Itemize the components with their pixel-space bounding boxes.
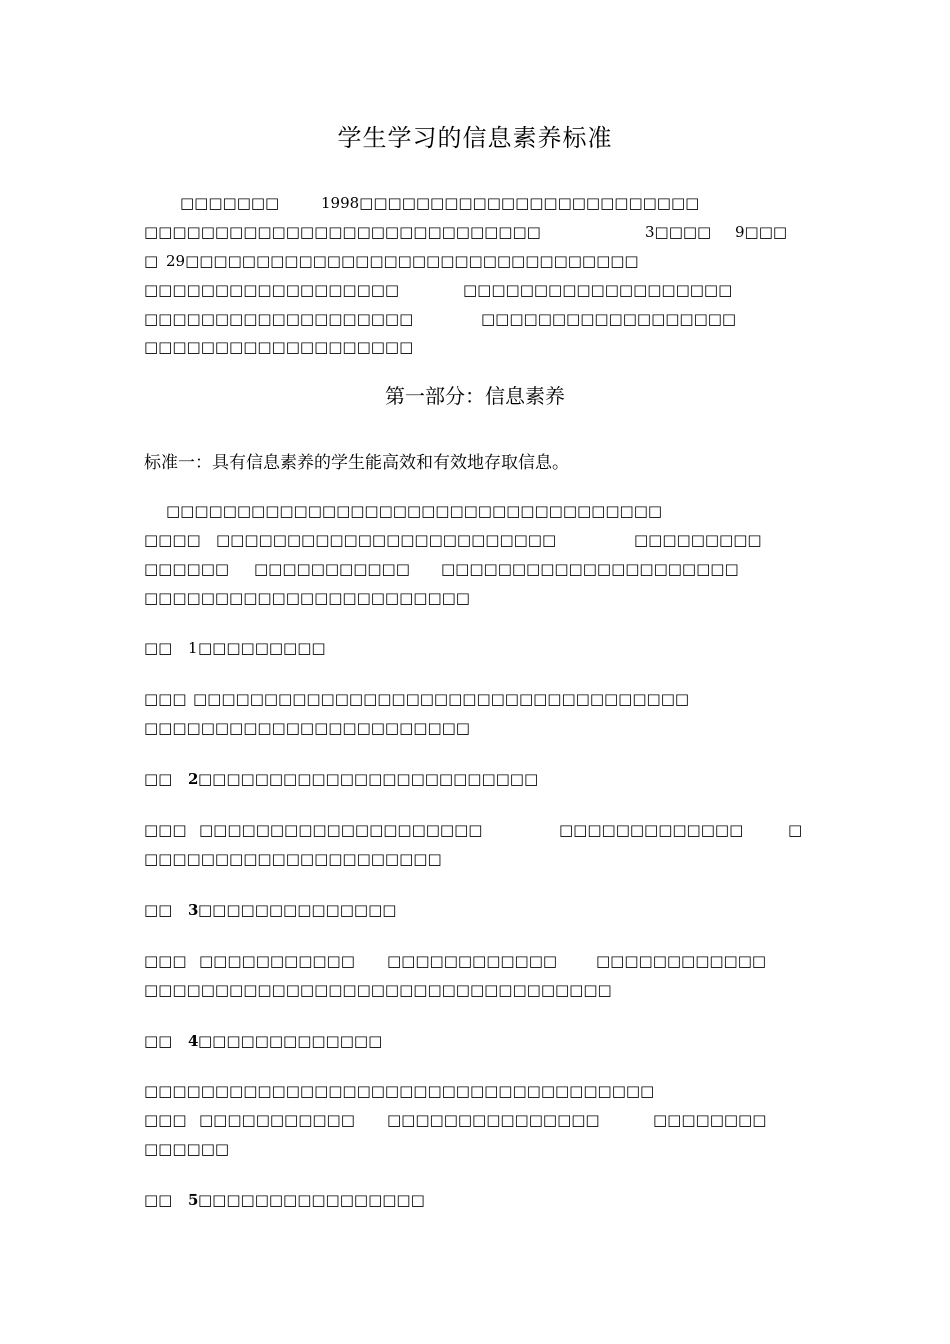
indicator-number: 1 <box>188 639 198 657</box>
example-text: □□□□□□□□□□□□□□□□□□□□ <box>199 821 483 839</box>
example-text: □□□□□□□□□□□□□□□□□□□□□□□□□□□□□□□□□□□ <box>193 690 690 708</box>
intro-text: 3□□□□ <box>645 223 712 241</box>
indicator-label: □□ <box>144 901 173 919</box>
standard-description: □□□□ <box>144 531 201 549</box>
example-text: □□□ <box>144 952 187 970</box>
example-text: □□□ <box>144 690 187 708</box>
indicator-number: 2 <box>188 770 199 788</box>
indicator-label: □□ <box>144 1032 173 1050</box>
section-heading: 第一部分：信息素养 <box>385 384 565 408</box>
standard-description: □□□□□□□□□□□□□□□□□□□□□□□□ <box>216 531 557 549</box>
example-text: □□□□□□□□□□□ <box>199 952 355 970</box>
standard-description: □□□□□□□□□ <box>634 531 762 549</box>
indicator-text: □□□□□□□□□□□□□□□□□□□□□□□□ <box>198 770 539 788</box>
standard-heading: 标准一：具有信息素养的学生能高效和有效地存取信息。 <box>144 453 569 473</box>
indicator-label: □□ <box>144 1191 173 1209</box>
intro-text: □□□□□□□□□□□□□□□□□□□ <box>463 281 733 299</box>
indicator-number: 3 <box>188 901 199 919</box>
indicator-number: 5 <box>188 1191 199 1209</box>
indicator-text: □□□□□□□□□□□□□□ <box>198 901 397 919</box>
standard-description: □□□□□□ <box>144 560 230 578</box>
standard-description: □□□□□□□□□□□□□□□□□□□□□□□ <box>144 589 470 607</box>
indicator-text: □□□□□□□□□□□□□ <box>198 1032 383 1050</box>
indicator-number: 4 <box>188 1032 199 1050</box>
intro-text: □□□□□□□□□□□□□□□□□□ <box>144 281 400 299</box>
example-text: □□□□□□□□□□□□□□□□□□□□□□□□□□□□□□□□□□□□ <box>144 1082 655 1100</box>
intro-text: □□□□□□□□□□□□□□□□□□□ <box>144 310 414 328</box>
example-text: □□□□□□□□□□□□□□□□□□□□□□□ <box>144 719 470 737</box>
intro-text: 1998□□□□□□□□□□□□□□□□□□□□□□□□ <box>321 194 700 212</box>
example-text: □ <box>788 821 803 839</box>
indicator-text: □□□□□□□□□ <box>198 639 326 657</box>
intro-text: □ <box>144 252 159 270</box>
example-text: □□□□□□ <box>144 1140 230 1158</box>
example-text: □□□□□□□□□□□□□□□□□□□□□ <box>144 850 442 868</box>
intro-text: □□□□□□□□□□□□□□□□□□□□□□□□□□□□ <box>144 223 541 241</box>
example-text: □□□ <box>144 821 187 839</box>
standard-description: □□□□□□□□□□□□□□□□□□□□□ <box>441 560 739 578</box>
intro-text: 9□□□ <box>735 223 788 241</box>
example-text: □□□□□□□□□□□□ <box>387 952 558 970</box>
intro-text: 29□□□□□□□□□□□□□□□□□□□□□□□□□□□□□□□□ <box>166 252 639 270</box>
example-text: □□□□□□□□□□□□□□□□□□□□□□□□□□□□□□□□□ <box>144 981 612 999</box>
intro-text: □□□□□□□□□□□□□□□□□□□ <box>144 338 414 356</box>
indicator-text: □□□□□□□□□□□□□□□□ <box>198 1191 425 1209</box>
intro-text: □□□□□□□□□□□□□□□□□□ <box>481 310 737 328</box>
example-text: □□□□□□□□□□□□□□□ <box>387 1111 600 1129</box>
example-text: □□□□□□□□□□□□□ <box>559 821 744 839</box>
example-text: □□□□□□□□ <box>653 1111 767 1129</box>
example-text: □□□□□□□□□□□ <box>199 1111 355 1129</box>
example-text: □□□□□□□□□□□□ <box>596 952 767 970</box>
standard-description: □□□□□□□□□□□ <box>254 560 410 578</box>
standard-description: □□□□□□□□□□□□□□□□□□□□□□□□□□□□□□□□□□□ <box>166 502 663 520</box>
page-title: 学生学习的信息素养标准 <box>337 124 613 152</box>
indicator-label: □□ <box>144 770 173 788</box>
example-text: □□□ <box>144 1111 187 1129</box>
indicator-label: □□ <box>144 639 173 657</box>
intro-text: □□□□□□□ <box>180 194 280 212</box>
